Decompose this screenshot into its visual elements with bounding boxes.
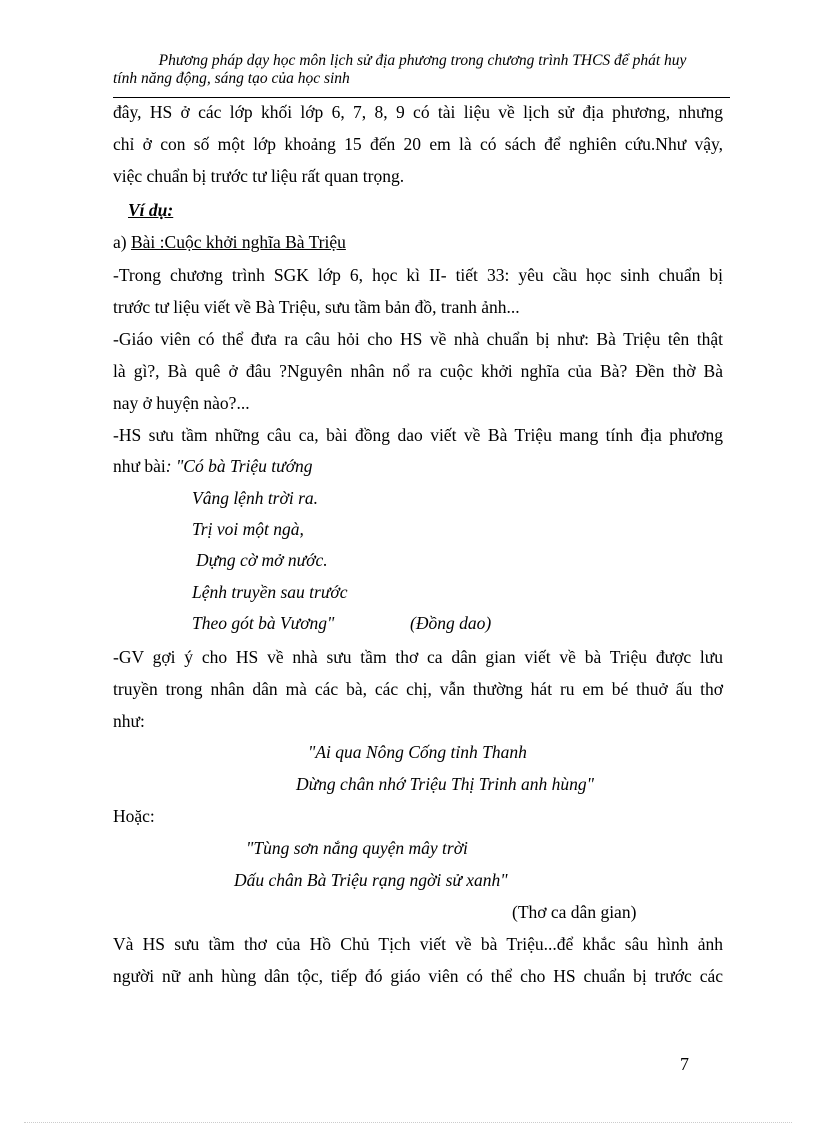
poem1-line: Dựng cờ mở nước. — [196, 550, 328, 570]
poem1-source: (Đồng dao) — [410, 613, 492, 633]
paragraph-line: Và HS sưu tầm thơ của Hồ Chủ Tịch viết về bà Triệu...để khắc sâu hình ảnh — [113, 934, 723, 954]
paragraph-line: -HS sưu tầm những câu ca, bài đồng dao viết về Bà Triệu mang tính địa phương — [113, 425, 723, 445]
running-header-line1: Phương pháp dạy học môn lịch sử địa phương trong chương trình THCS để phát huy — [158, 52, 687, 69]
poem1-line: Theo gót bà Vương" — [192, 613, 335, 633]
poem3-source: (Thơ ca dân gian) — [512, 902, 637, 922]
example-heading: Ví dụ: — [128, 200, 174, 220]
header-rule — [113, 97, 730, 98]
paragraph-line: người nữ anh hùng dân tộc, tiếp đó giáo viên có thể cho HS chuẩn bị trước các — [113, 966, 723, 986]
paragraph-line: truyền trong nhân dân mà các bà, các chị, vẫn thường hát ru em bé thuở ấu thơ — [113, 679, 723, 699]
poem2-line: "Ai qua Nông Cống tỉnh Thanh — [308, 742, 527, 762]
paragraph-line: đây, HS ở các lớp khối lớp 6, 7, 8, 9 có tài liệu về lịch sử địa phương, nhưng — [113, 102, 723, 122]
poem1-line: Vâng lệnh trời ra. — [192, 488, 319, 508]
poem-intro-line — [113, 456, 723, 477]
poem2-line: Dừng chân nhớ Triệu Thị Trinh anh hùng" — [296, 774, 595, 794]
poem1-line: Trị voi một ngà, — [192, 519, 304, 539]
poem1-line: : "Có bà Triệu tướng — [165, 456, 313, 476]
section-a-title: Bài :Cuộc khởi nghĩa Bà Triệu — [130, 232, 346, 252]
paragraph-line: việc chuẩn bị trước tư liệu rất quan trọng. — [113, 166, 405, 186]
paragraph-line: nay ở huyện nào?... — [113, 393, 250, 413]
or-label: Hoặc: — [113, 806, 155, 826]
running-header-line2: tính năng động, sáng tạo của học sinh — [113, 70, 350, 87]
poem3-line: "Tùng sơn nắng quyện mây trời — [246, 838, 468, 858]
paragraph-line: trước tư liệu viết về Bà Triệu, sưu tầm bản đồ, tranh ảnh... — [113, 297, 520, 317]
paragraph-line: -GV gợi ý cho HS về nhà sưu tầm thơ ca dân gian viết về bà Triệu được lưu — [113, 647, 723, 667]
page-number: 7 — [680, 1054, 689, 1074]
section-a-prefix: a) — [113, 232, 131, 252]
poem-intro-text: như bài — [113, 456, 166, 476]
paragraph-line: -Trong chương trình SGK lớp 6, học kì II- tiết 33: yêu cầu học sinh chuẩn bị — [113, 265, 723, 285]
paragraph-line: chỉ ở con số một lớp khoảng 15 đến 20 em là có sách để nghiên cứu.Như vậy, — [113, 134, 723, 154]
paragraph-line: -Giáo viên có thể đưa ra câu hỏi cho HS về nhà chuẩn bị như: Bà Triệu tên thật — [113, 329, 723, 349]
section-a-heading — [113, 232, 723, 253]
paragraph-line: như: — [113, 711, 145, 731]
poem1-line: Lệnh truyền sau trước — [192, 582, 348, 602]
paragraph-line: là gì?, Bà quê ở đâu ?Nguyên nhân nổ ra cuộc khởi nghĩa của Bà? Đền thờ Bà — [113, 361, 723, 381]
poem3-line: Dấu chân Bà Triệu rạng ngời sử xanh" — [234, 870, 508, 890]
